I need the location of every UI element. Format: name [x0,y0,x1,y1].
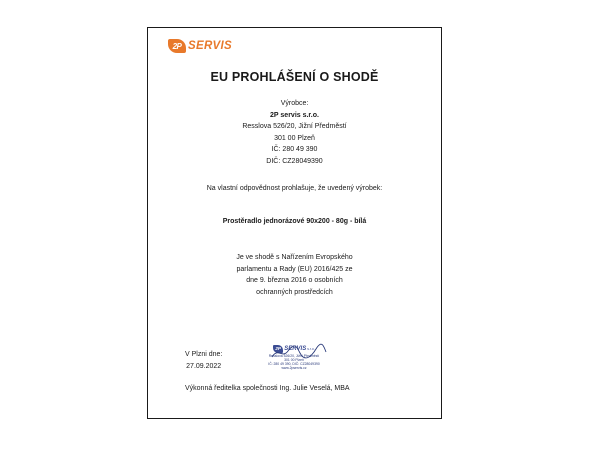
declaration-document [147,27,442,419]
company-logo [168,38,232,54]
signatory-line: Výkonná ředitelka společnosti Ing. Julie Veselá, MBA [185,385,350,392]
place-label: V Plzni dne: [185,351,223,358]
manufacturer-city: 301 00 Plzeň [274,134,315,142]
stamp-line: www.2pservis.cz [281,366,307,370]
place-and-date [185,349,222,372]
manufacturer-ic: IČ: 280 49 390 [271,146,318,153]
manufacturer-block [148,98,441,167]
declaration-line: Na vlastní odpovědnost prohlašuje, že uvedený výrobek: [206,185,383,192]
stamp-logo-mark: 2P [273,345,283,353]
conformity-line: parlamentu a Rady (EU) 2016/425 ze [236,265,353,273]
logo-mark: 2P [168,39,186,53]
conformity-block [148,252,441,298]
stamp-suffix: s.r.o. [307,347,315,351]
conformity-line: ochranných prostředcích [256,288,333,296]
manufacturer-street: Resslova 526/20, Jižní Předměstí [242,123,347,130]
stamp-line: Resslova 526/20, Jižní Předměstí [268,354,320,358]
declaration-text [148,183,441,195]
manufacturer-name: 2P servis s.r.o. [270,111,319,119]
company-stamp [258,345,330,385]
handwritten-signature [270,343,328,361]
conformity-line: Je ve shodě s Nařízením Evropského [236,254,353,261]
document-title: EU PROHLÁŠENÍ O SHODĚ [210,70,379,84]
manufacturer-dic: DIČ: CZ28049390 [266,157,323,165]
product-name [148,216,441,228]
manufacturer-label: Výrobce: [280,100,309,107]
product-line: Prostěradlo jednorázové 90x200 - 80g - bílá [222,218,367,225]
stamp-logo-text: SERVIS [284,346,307,352]
stamp-line: IČ: 280 49 390, DIČ: CZ28049390 [268,362,320,366]
conformity-line: dne 9. března 2016 o osobních [246,277,343,284]
logo-text: SERVIS [188,40,232,52]
stamp-line: 301 00 Plzeň [284,358,304,362]
signing-date: 27.09.2022 [186,362,222,370]
